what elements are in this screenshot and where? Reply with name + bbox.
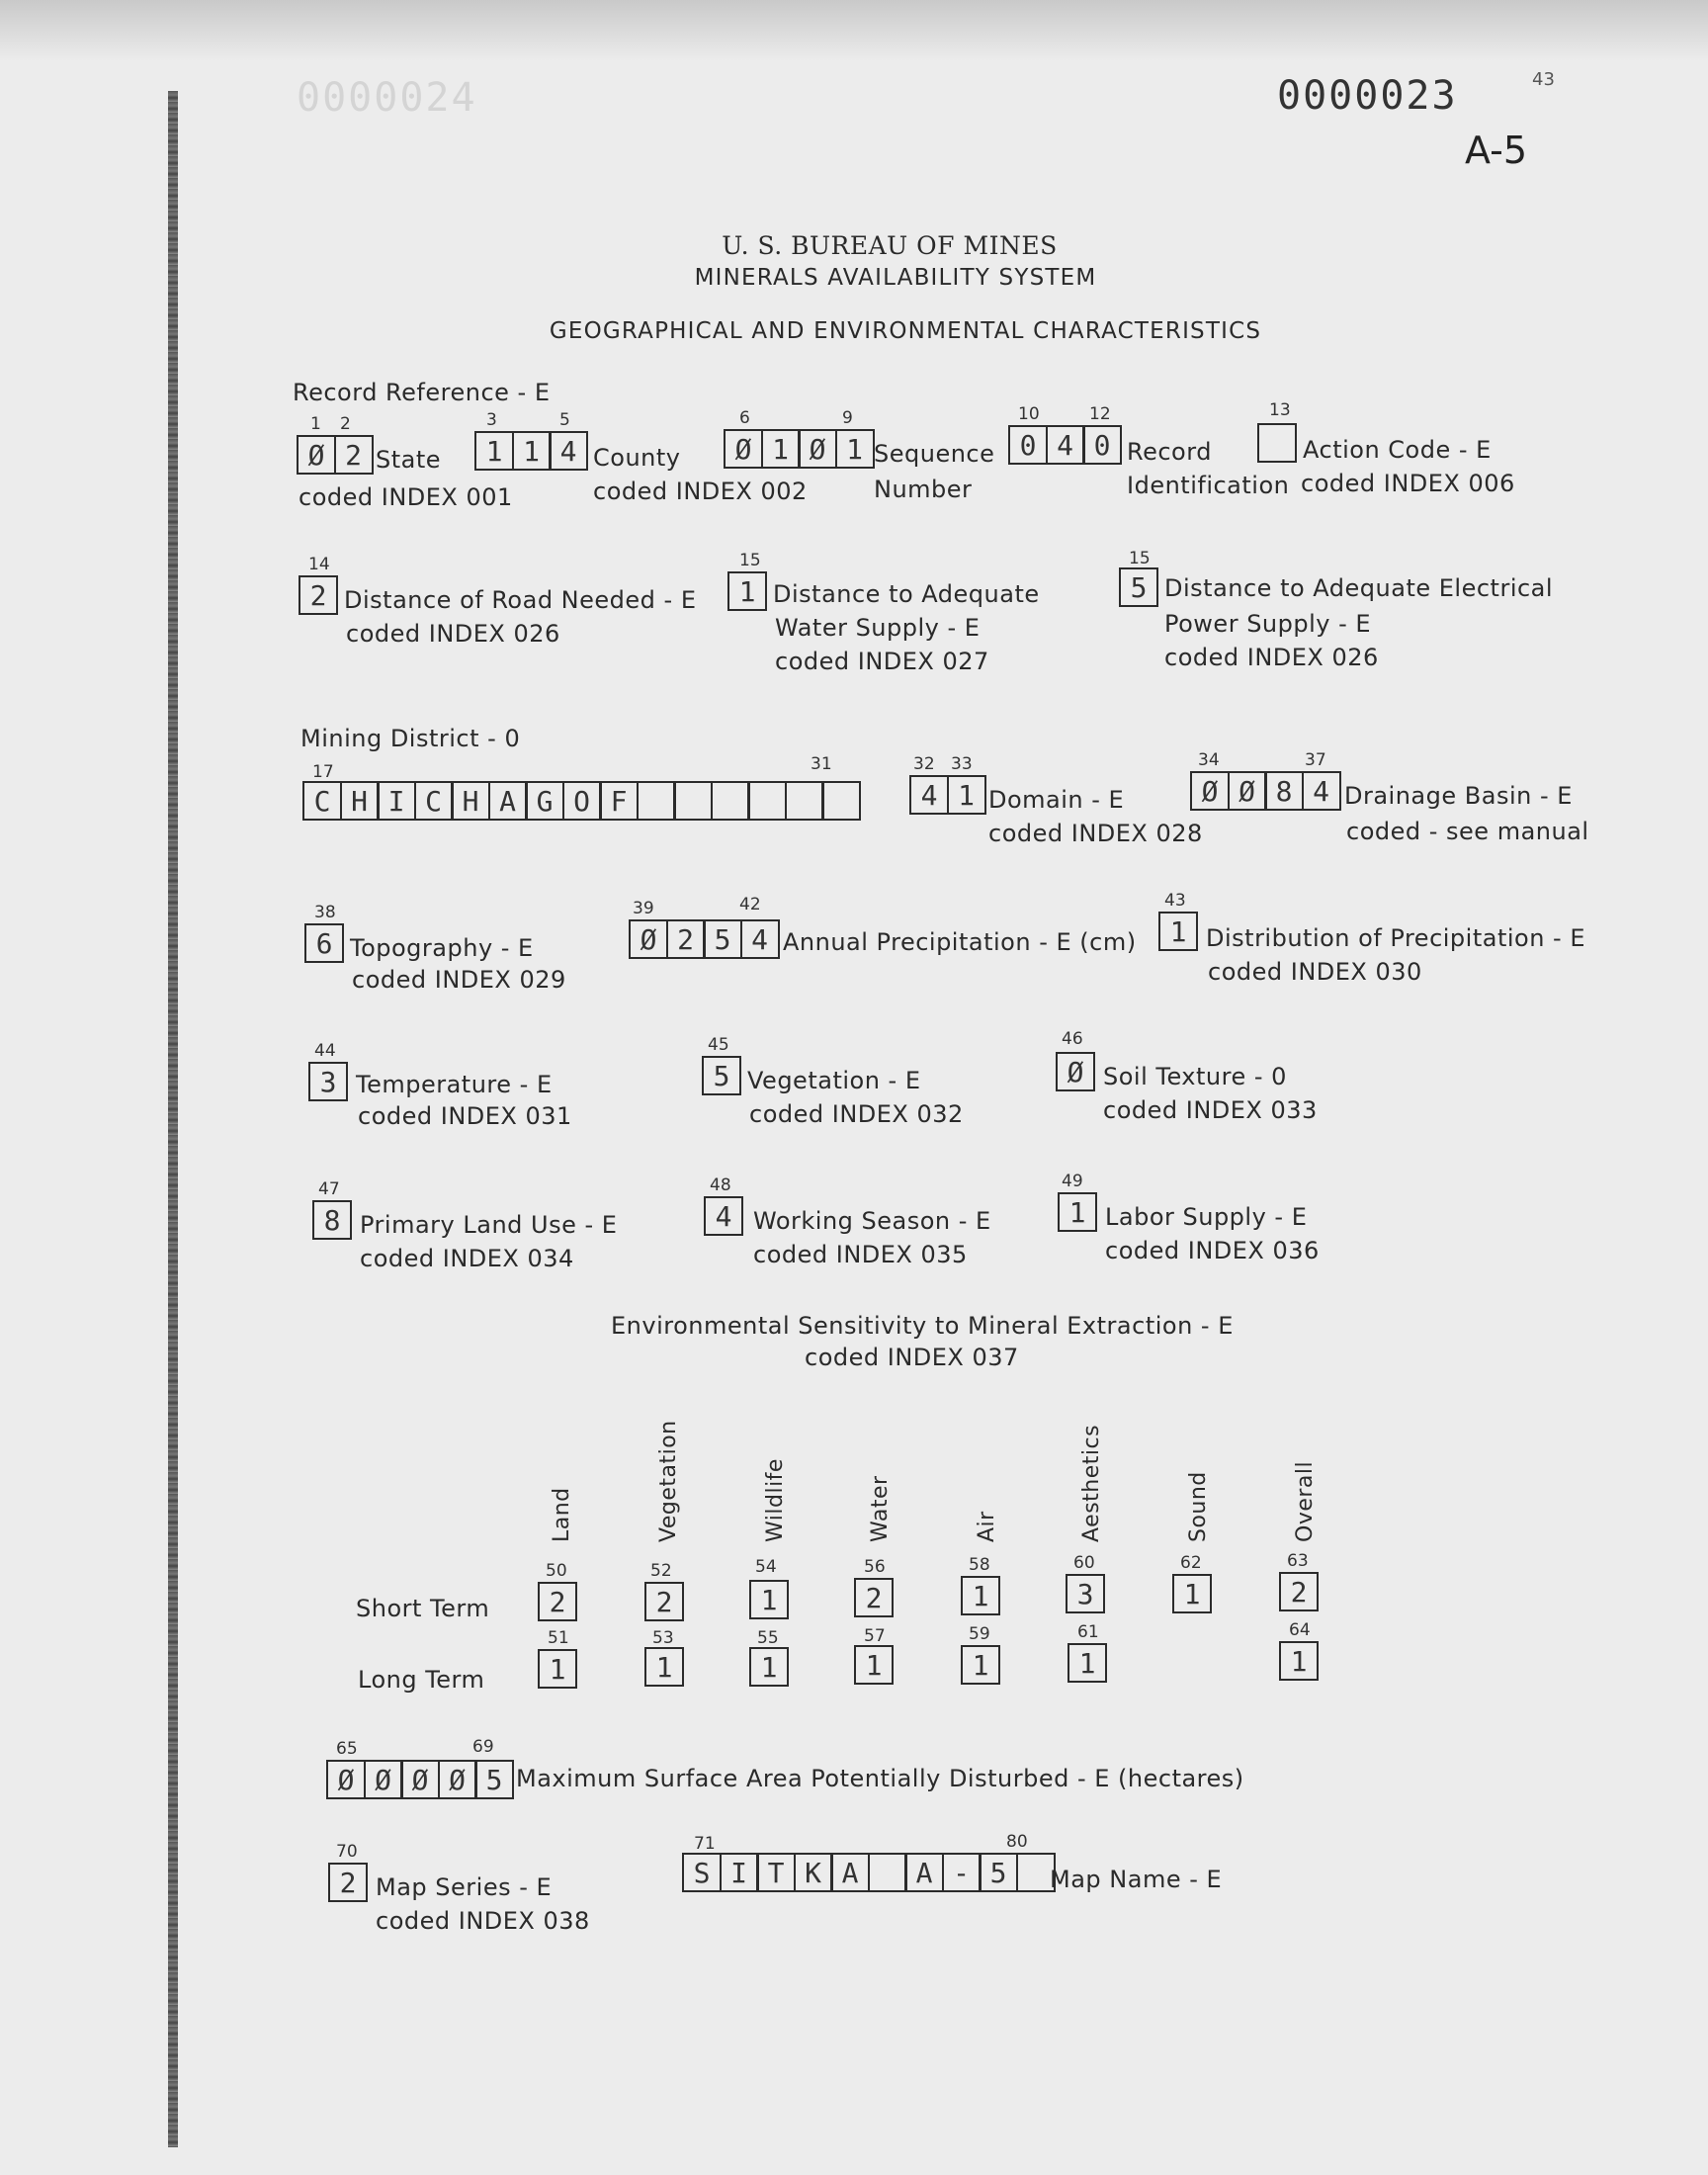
col-number: 65 <box>336 1739 358 1759</box>
code-box[interactable] <box>747 781 787 821</box>
col-number: 62 <box>1180 1553 1202 1573</box>
state-code-boxes <box>297 435 371 475</box>
code-box[interactable]: I <box>720 1853 759 1892</box>
code-box[interactable]: 8 <box>312 1200 352 1240</box>
long-term-label: Long Term <box>358 1666 485 1694</box>
col-number: 1 <box>310 414 321 434</box>
code-box[interactable]: T <box>756 1853 796 1892</box>
topography-box <box>304 923 342 963</box>
soil-texture-box <box>1056 1052 1093 1091</box>
code-box[interactable] <box>785 781 824 821</box>
code-box[interactable] <box>637 781 676 821</box>
col-number: 59 <box>969 1624 990 1644</box>
binding-edge <box>168 91 178 2147</box>
surface-area-label: Maximum Surface Area Potentially Disturbed - E (hectares) <box>516 1765 1244 1792</box>
col-number: 43 <box>1164 891 1186 911</box>
state-sub: coded INDEX 001 <box>299 483 513 511</box>
code-box[interactable]: Ø <box>1190 771 1230 811</box>
topography-label: Topography - E <box>350 934 534 962</box>
county-label: County <box>593 444 681 472</box>
code-box[interactable]: 1 <box>1058 1192 1097 1232</box>
sequence-label: Sequence <box>874 440 995 468</box>
code-box[interactable]: 1 <box>947 775 986 815</box>
code-box[interactable]: Ø <box>400 1760 440 1799</box>
road-distance-label: Distance of Road Needed - E <box>344 586 697 614</box>
drainage-basin-sub: coded - see manual <box>1346 818 1589 845</box>
sequence-code-boxes <box>724 429 872 469</box>
code-box[interactable]: C <box>414 781 454 821</box>
col-number: 37 <box>1305 750 1326 770</box>
code-box[interactable] <box>821 781 861 821</box>
col-number: 60 <box>1073 1553 1095 1573</box>
col-number: 70 <box>336 1842 358 1862</box>
col-number: 53 <box>652 1628 674 1648</box>
map-name-boxes <box>682 1853 1053 1892</box>
short-term-land-box[interactable]: 2 <box>538 1582 577 1621</box>
col-number: 12 <box>1089 404 1111 424</box>
col-number: 15 <box>739 551 761 570</box>
col-number: 14 <box>308 555 330 574</box>
page-label: A-5 <box>1465 129 1528 172</box>
long-term-water-box[interactable]: 1 <box>854 1645 894 1685</box>
code-box[interactable]: O <box>562 781 602 821</box>
col-number: 58 <box>969 1555 990 1575</box>
labor-supply-sub: coded INDEX 036 <box>1105 1237 1320 1264</box>
env-header-water: Water <box>868 1475 893 1542</box>
code-box[interactable]: 5 <box>979 1853 1018 1892</box>
domain-boxes <box>909 775 983 815</box>
mining-district-label: Mining District - 0 <box>300 725 521 752</box>
code-box[interactable]: 8 <box>1264 771 1304 811</box>
code-box[interactable] <box>868 1853 907 1892</box>
precipitation-boxes <box>629 919 777 959</box>
water-distance-label2: Water Supply - E <box>775 614 981 642</box>
col-number: 48 <box>710 1175 731 1195</box>
power-distance-label2: Power Supply - E <box>1164 610 1372 638</box>
env-header-air: Air <box>975 1511 999 1542</box>
col-number: 49 <box>1062 1172 1083 1191</box>
environment-title: Environmental Sensitivity to Mineral Extraction - E <box>611 1312 1234 1340</box>
col-number: 5 <box>559 410 570 430</box>
code-box[interactable]: G <box>525 781 564 821</box>
code-box[interactable]: K <box>794 1853 833 1892</box>
col-number: 57 <box>864 1626 886 1646</box>
short-term-vegetation-box[interactable]: 2 <box>644 1582 684 1621</box>
action-code-label: Action Code - E <box>1303 436 1492 464</box>
temperature-sub: coded INDEX 031 <box>358 1102 572 1130</box>
code-box[interactable]: H <box>340 781 380 821</box>
action-code-sub: coded INDEX 006 <box>1301 470 1515 497</box>
short-term-wildlife-box[interactable]: 1 <box>749 1580 789 1619</box>
code-box[interactable]: Ø <box>326 1760 366 1799</box>
col-number: 56 <box>864 1557 886 1577</box>
col-number: 15 <box>1129 549 1151 568</box>
water-distance-sub: coded INDEX 027 <box>775 648 989 675</box>
col-number: 52 <box>650 1561 672 1581</box>
power-distance-sub: coded INDEX 026 <box>1164 644 1379 671</box>
code-box[interactable]: 5 <box>1119 567 1158 607</box>
code-box[interactable]: Ø <box>1228 771 1267 811</box>
col-number: 34 <box>1198 750 1220 770</box>
map-name-label: Map Name - E <box>1050 1866 1223 1893</box>
soil-texture-label: Soil Texture - 0 <box>1103 1063 1287 1090</box>
code-box[interactable]: 0 <box>1082 425 1122 465</box>
col-number: 44 <box>314 1041 336 1061</box>
col-number: 64 <box>1289 1620 1311 1640</box>
col-number: 47 <box>318 1179 340 1199</box>
title-section: GEOGRAPHICAL AND ENVIRONMENTAL CHARACTERISTICS <box>549 318 1262 344</box>
code-box[interactable]: H <box>451 781 490 821</box>
record-id-label: Record <box>1127 438 1212 466</box>
document-number: 0000023 <box>1277 73 1458 119</box>
code-box[interactable] <box>673 781 713 821</box>
map-series-sub: coded INDEX 038 <box>376 1907 590 1935</box>
power-distance-box <box>1119 567 1156 607</box>
code-box[interactable]: 2 <box>334 435 374 475</box>
map-series-box <box>328 1863 366 1902</box>
col-number: 51 <box>548 1628 569 1648</box>
short-term-water-box[interactable]: 2 <box>854 1578 894 1617</box>
col-number: 80 <box>1006 1832 1028 1852</box>
col-number: 10 <box>1018 404 1040 424</box>
code-box[interactable]: - <box>942 1853 982 1892</box>
code-box[interactable]: S <box>682 1853 722 1892</box>
labor-supply-label: Labor Supply - E <box>1105 1203 1308 1231</box>
long-term-vegetation-box[interactable]: 1 <box>644 1647 684 1687</box>
title-system: MINERALS AVAILABILITY SYSTEM <box>694 265 1097 291</box>
code-box[interactable] <box>1257 423 1297 463</box>
col-number: 17 <box>312 762 334 782</box>
corner-note: 43 <box>1532 69 1555 90</box>
env-header-overall: Overall <box>1293 1460 1318 1542</box>
col-number: 33 <box>951 754 973 774</box>
action-code-boxes <box>1257 423 1295 463</box>
state-label: State <box>376 446 442 474</box>
code-box[interactable] <box>711 781 750 821</box>
working-season-sub: coded INDEX 035 <box>753 1241 968 1268</box>
temperature-box <box>308 1062 346 1101</box>
code-box[interactable]: Ø <box>629 919 668 959</box>
code-box[interactable]: Ø <box>724 429 763 469</box>
col-number: 42 <box>739 895 761 914</box>
code-box[interactable]: Ø <box>798 429 837 469</box>
code-box[interactable]: 1 <box>727 571 767 611</box>
county-sub: coded INDEX 002 <box>593 478 808 505</box>
col-number: 31 <box>811 754 832 774</box>
record-id-sub: Identification <box>1127 472 1290 499</box>
col-number: 54 <box>755 1557 777 1577</box>
code-box[interactable]: Ø <box>438 1760 477 1799</box>
short-term-sound-box[interactable]: 1 <box>1172 1574 1212 1613</box>
col-number: 55 <box>757 1628 779 1648</box>
water-distance-label: Distance to Adequate <box>773 580 1040 608</box>
col-number: 71 <box>694 1834 716 1854</box>
soil-texture-sub: coded INDEX 033 <box>1103 1096 1318 1124</box>
record-id-code-boxes <box>1008 425 1120 465</box>
code-box[interactable]: 1 <box>761 429 801 469</box>
mining-district-boxes <box>302 781 859 821</box>
long-term-wildlife-box[interactable]: 1 <box>749 1647 789 1687</box>
col-number: 38 <box>314 903 336 922</box>
code-box[interactable]: A <box>830 1853 870 1892</box>
long-term-aesthetics-box[interactable]: 1 <box>1068 1643 1107 1683</box>
domain-label: Domain - E <box>988 786 1125 814</box>
col-number: 61 <box>1077 1622 1099 1642</box>
environment-sub: coded INDEX 037 <box>805 1344 1019 1371</box>
code-box[interactable]: A <box>488 781 528 821</box>
env-header-aesthetics: Aesthetics <box>1079 1424 1104 1542</box>
water-distance-box <box>727 571 765 611</box>
precip-distribution-box <box>1158 912 1196 951</box>
col-number: 13 <box>1269 400 1291 420</box>
col-number: 45 <box>708 1035 729 1055</box>
code-box[interactable]: 6 <box>304 923 344 963</box>
vegetation-sub: coded INDEX 032 <box>749 1100 964 1128</box>
code-box[interactable]: 5 <box>703 919 742 959</box>
code-box[interactable]: C <box>302 781 342 821</box>
code-box[interactable]: 5 <box>702 1056 741 1095</box>
code-box[interactable]: 2 <box>299 575 338 615</box>
working-season-box <box>704 1196 741 1236</box>
code-box[interactable]: 1 <box>474 431 514 471</box>
code-box[interactable]: 1 <box>835 429 875 469</box>
land-use-box <box>312 1200 350 1240</box>
col-number: 9 <box>842 408 853 428</box>
col-number: 46 <box>1062 1029 1083 1049</box>
domain-sub: coded INDEX 028 <box>988 820 1203 847</box>
long-term-land-box[interactable]: 1 <box>538 1649 577 1689</box>
topography-sub: coded INDEX 029 <box>352 966 566 994</box>
surface-area-boxes <box>326 1760 512 1799</box>
code-box[interactable]: 4 <box>740 919 780 959</box>
precip-distribution-sub: coded INDEX 030 <box>1208 958 1422 986</box>
col-number: 39 <box>633 899 654 918</box>
col-number: 50 <box>546 1561 567 1581</box>
code-box[interactable]: I <box>377 781 416 821</box>
code-box[interactable]: 0 <box>1008 425 1048 465</box>
vegetation-box <box>702 1056 739 1095</box>
short-term-aesthetics-box[interactable]: 3 <box>1066 1574 1105 1613</box>
land-use-sub: coded INDEX 034 <box>360 1245 574 1272</box>
sequence-sub: Number <box>874 476 973 503</box>
col-number: 32 <box>913 754 935 774</box>
code-box[interactable]: Ø <box>1056 1052 1095 1091</box>
road-distance-box <box>299 575 336 615</box>
col-number: 63 <box>1287 1551 1309 1571</box>
precip-distribution-label: Distribution of Precipitation - E <box>1206 924 1585 952</box>
scan-top-edge <box>0 0 1708 61</box>
env-header-vegetation: Vegetation <box>656 1420 681 1542</box>
faded-document-number: 0000024 <box>297 75 477 121</box>
drainage-basin-label: Drainage Basin - E <box>1344 782 1573 810</box>
record-reference-label: Record Reference - E <box>293 379 551 406</box>
title-bureau: U. S. BUREAU OF MINES <box>722 231 1058 260</box>
code-box[interactable]: Ø <box>364 1760 403 1799</box>
env-header-wildlife: Wildlife <box>763 1458 788 1542</box>
short-term-air-box[interactable]: 1 <box>961 1576 1000 1615</box>
env-header-land: Land <box>550 1487 574 1542</box>
col-number: 2 <box>340 414 351 434</box>
vegetation-label: Vegetation - E <box>747 1067 921 1094</box>
code-box[interactable]: F <box>599 781 639 821</box>
power-distance-label: Distance to Adequate Electrical <box>1164 574 1554 602</box>
code-box[interactable]: 4 <box>1302 771 1341 811</box>
labor-supply-box <box>1058 1192 1095 1232</box>
short-term-label: Short Term <box>356 1595 490 1622</box>
temperature-label: Temperature - E <box>356 1071 553 1098</box>
col-number: 6 <box>739 408 750 428</box>
code-box[interactable]: 1 <box>512 431 552 471</box>
precipitation-label: Annual Precipitation - E (cm) <box>783 928 1137 956</box>
col-number: 3 <box>486 410 497 430</box>
code-box[interactable]: A <box>904 1853 944 1892</box>
code-box[interactable]: 2 <box>328 1863 368 1902</box>
long-term-overall-box[interactable]: 1 <box>1279 1641 1319 1681</box>
short-term-overall-box[interactable]: 2 <box>1279 1572 1319 1611</box>
code-box[interactable]: 4 <box>704 1196 743 1236</box>
code-box[interactable]: 4 <box>1046 425 1085 465</box>
working-season-label: Working Season - E <box>753 1207 991 1235</box>
code-box[interactable]: 5 <box>474 1760 514 1799</box>
road-distance-sub: coded INDEX 026 <box>346 620 560 648</box>
code-box[interactable]: 4 <box>909 775 949 815</box>
county-code-boxes <box>474 431 586 471</box>
env-header-sound: Sound <box>1186 1471 1211 1542</box>
code-box[interactable]: Ø <box>297 435 336 475</box>
code-box[interactable]: 1 <box>1158 912 1198 951</box>
col-number: 69 <box>472 1737 494 1757</box>
code-box[interactable]: 3 <box>308 1062 348 1101</box>
land-use-label: Primary Land Use - E <box>360 1211 618 1239</box>
map-series-label: Map Series - E <box>376 1873 553 1901</box>
code-box[interactable]: 4 <box>549 431 588 471</box>
drainage-basin-boxes <box>1190 771 1338 811</box>
code-box[interactable]: 2 <box>666 919 706 959</box>
long-term-air-box[interactable]: 1 <box>961 1645 1000 1685</box>
